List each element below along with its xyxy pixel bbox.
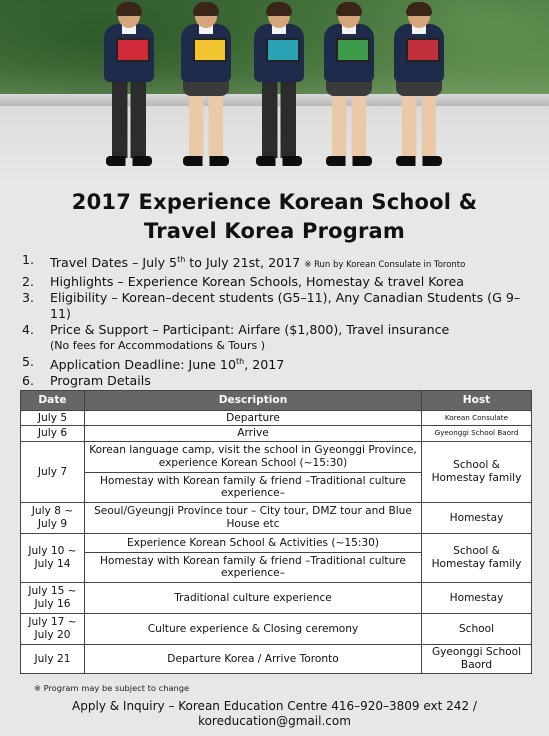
consulate-note: ※ Run by Korean Consulate in Toronto: [304, 260, 466, 271]
contact-info: [0, 699, 549, 729]
student-figure: [318, 4, 380, 176]
list-item: 6. Program Details: [22, 372, 151, 388]
table-header-row: [21, 391, 532, 411]
schedule-table: [20, 390, 532, 674]
program-info-list: [22, 252, 532, 389]
table-row: July 10 ~ July 14 Experience Korean School & Activities (~15:30) School & Homestay family: [21, 533, 532, 552]
student-figure: [98, 4, 160, 176]
student-figure: [248, 4, 310, 176]
hero-photo: [0, 0, 549, 182]
footnote: ※ Program may be subject to change: [34, 683, 190, 693]
header-description: Description: [85, 391, 422, 411]
contact-email[interactable]: koreducation@gmail.com: [198, 714, 351, 728]
table-row: July 5 Departure Korean Consulate: [21, 411, 532, 426]
header-date: Date: [21, 391, 85, 411]
list-item: 2. Highlights – Experience Korean Schools, Homestay & travel Korea: [22, 274, 464, 290]
title-line-1: 2017 Experience Korean School &: [71, 190, 478, 214]
table-row: Homestay with Korean family & friend –Traditional culture experience–: [21, 552, 532, 582]
title-line-2: Travel Korea Program: [143, 219, 405, 243]
page-title: [0, 188, 549, 246]
table-row: Homestay with Korean family & friend –Traditional culture experience–: [21, 472, 532, 502]
table-row: July 8 ~ July 9 Seoul/Gyeungji Province tour – City tour, DMZ tour and Blue House etc Homestay: [21, 502, 532, 533]
list-item: 3. Eligibility – Korean–decent students (G5–11), Any Canadian Students (G 9–11): [22, 290, 521, 321]
header-host: Host: [422, 391, 532, 411]
list-item: 1. Travel Dates – July 5th to July 21st, 2017 ※ Run by Korean Consulate in Toronto: [22, 252, 466, 271]
list-item: 5. Application Deadline: June 10th, 2017: [22, 353, 285, 372]
list-item: 4. Price & Support – Participant: Airfare ($1,800), Travel insurance (No fees for Accommodations & Tours ): [22, 321, 450, 352]
student-figure: [175, 4, 237, 176]
table-row: July 6 Arrive Gyeonggi School Baord: [21, 426, 532, 441]
table-row: July 17 ~ July 20 Culture experience & Closing ceremony School: [21, 613, 532, 644]
table-row: July 7 Korean language camp, visit the school in Gyeonggi Province, experience Korean School (~15:30) School & Homestay family: [21, 441, 532, 472]
student-figure: [388, 4, 450, 176]
table-row: July 21 Departure Korea / Arrive Toronto Gyeonggi School Baord: [21, 644, 532, 673]
contact-line: Apply & Inquiry – Korean Education Centre 416–920–3809 ext 242 /: [72, 699, 477, 713]
table-row: July 15 ~ July 16 Traditional culture experience Homestay: [21, 582, 532, 613]
